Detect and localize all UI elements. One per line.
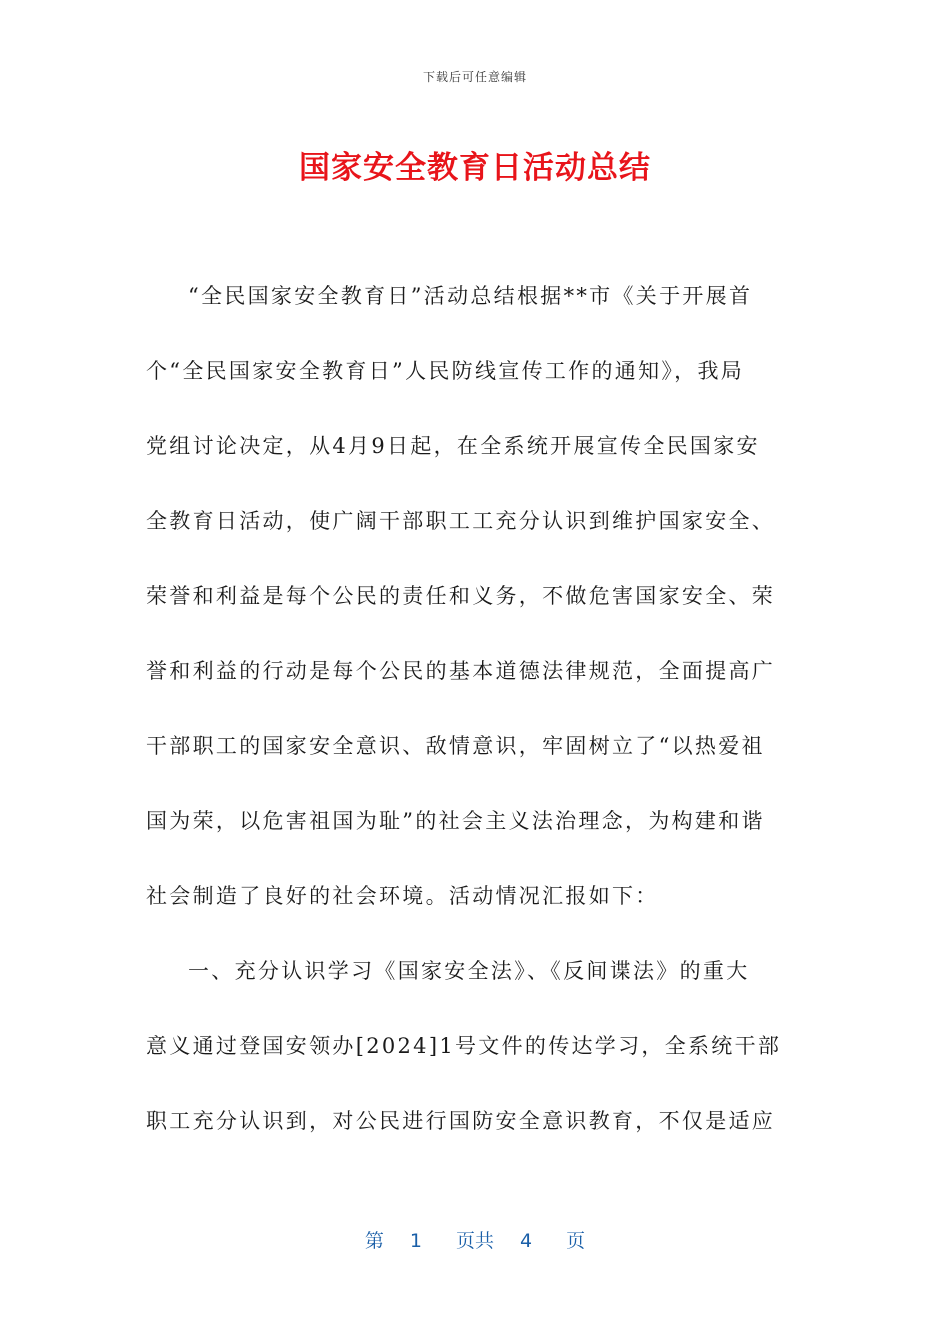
page-footer [0,1226,950,1253]
current-page-number: 1 [409,1230,422,1252]
paragraph-section-one: 一、充分认识学习《国家安全法》、《反间谍法》的重大 意义通过登国安领办[2024]1号文件的传达学习，全系统干部 职工充分认识到，对公民进行国防安全意识教育，不仅是适应 [146,959,782,1133]
header-note: 下载后可任意编辑 [422,70,527,84]
total-pages-number: 4 [520,1230,533,1252]
page-label-mid: 页共 [455,1230,494,1252]
paragraph-intro: “全民国家安全教育日”活动总结根据**市《关于开展首 个“全民国家安全教育日”人民防线宣传工作的通知》，我局 党组讨论决定，从4月9日起，在全系统开展宣传全民国家安 全教育日活动，使广阔干部职工工充分认识到维护国家安全、 荣誉和利益是每个公民的责任和义务，不做危害国家安全、荣 誉和利益的行动是每个公民的基本道德法律规范，全面提高广 干部职工的国家安全意识、敌情意识，牢固树立了“以热爱祖 国为荣，以危害祖国为耻”的社会主义法治理念，为构建和谐 社会制造了良好的社会环境。活动情况汇报如下： [146,284,776,908]
document-title: 国家安全教育日活动总结 [299,150,651,186]
page-label-suffix: 页 [566,1230,586,1252]
page-label-prefix: 第 [364,1230,384,1252]
document-body [146,259,796,1159]
